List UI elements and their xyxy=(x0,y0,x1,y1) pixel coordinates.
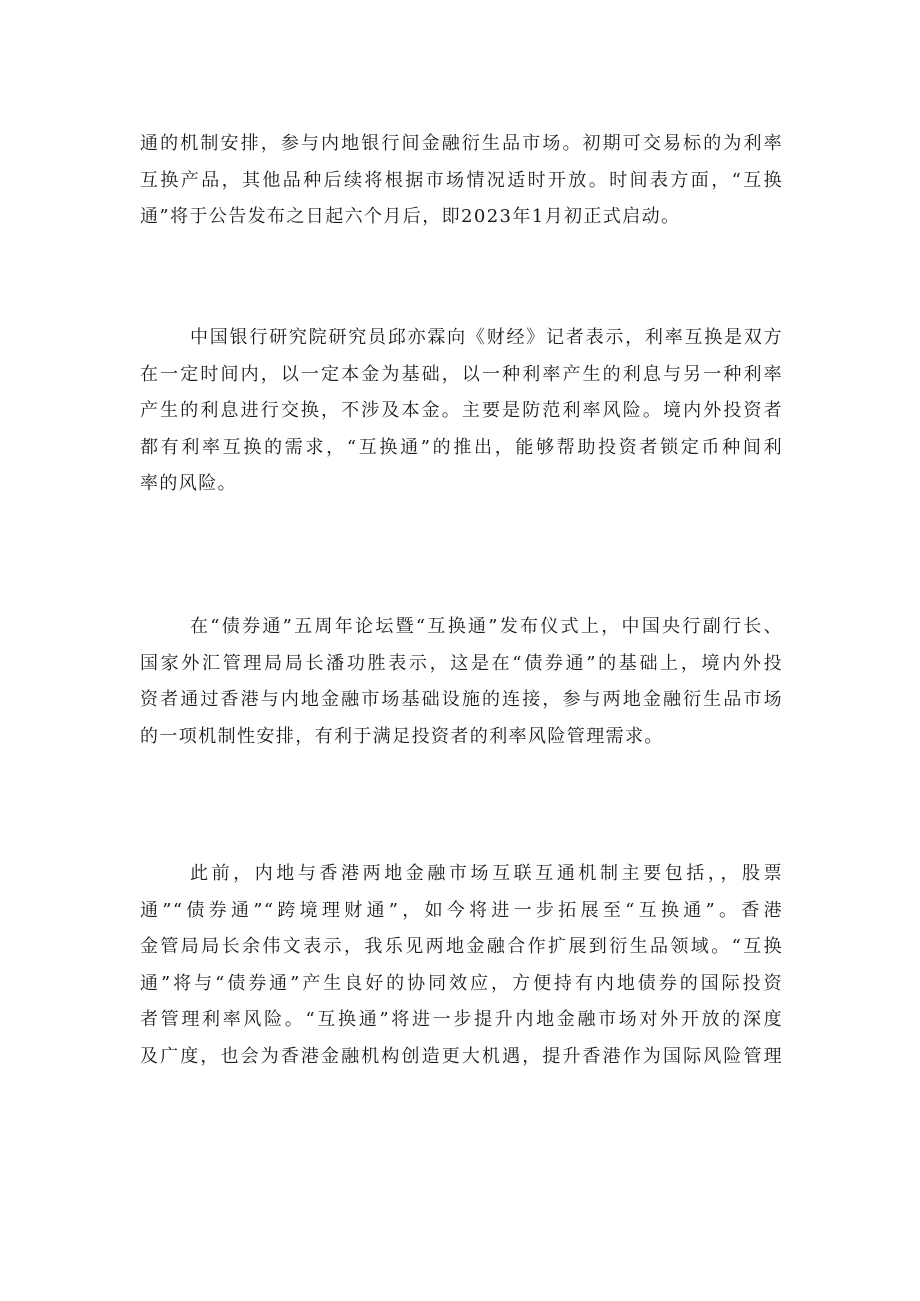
paragraph-1 xyxy=(140,126,783,236)
paragraph-line: 的一项机制性安排，有利于满足投资者的利率风险管理需求。 xyxy=(140,725,664,747)
paragraph-line: 互换产品，其他品种后续将根据市场情况适时开放。时间表方面，“互换 xyxy=(140,169,783,191)
paragraph-3 xyxy=(140,609,783,755)
paragraph-line: 在一定时间内，以一定本金为基础，以一种利率产生的利息与另一种利率 xyxy=(140,363,783,385)
paragraph-line: 及广度，也会为香港金融机构创造更大机遇，提升香港作为国际风险管理 xyxy=(140,1045,783,1067)
paragraph-line: 产生的利息进行交换，不涉及本金。主要是防范利率风险。境内外投资者 xyxy=(140,400,783,421)
paragraph-line: 国家外汇管理局局长潘功胜表示，这是在“债券通”的基础上，境内外投 xyxy=(140,652,783,674)
paragraph-line: 都有利率互换的需求，“互换通”的推出，能够帮助投资者锁定币种间利 xyxy=(140,436,783,458)
paragraph-line: 通”将于公告发布之日起六个月后，即2023年1月初正式启动。 xyxy=(140,206,681,227)
paragraph-line: 金管局局长余伟文表示，我乐见两地金融合作扩展到衍生品领域。“互换 xyxy=(140,936,783,957)
paragraph-line: 通”“债券通”“跨境理财通”，如今将进一步拓展至“互换通”。香港 xyxy=(140,899,783,921)
paragraph-line: 中国银行研究院研究员邱亦霖向《财经》记者表示，利率互换是双方 xyxy=(190,327,783,348)
paragraph-line: 率的风险。 xyxy=(140,473,237,494)
paragraph-line: 通的机制安排，参与内地银行间金融衍生品市场。初期可交易标的为利率 xyxy=(140,133,783,154)
paragraph-4 xyxy=(140,856,783,1075)
paragraph-line: 资者通过香港与内地金融市场基础设施的连接，参与两地金融衍生品市场 xyxy=(140,689,783,710)
paragraph-line: 此前，内地与香港两地金融市场互联互通机制主要包括，，股票 xyxy=(190,863,783,884)
paragraph-line: 者管理利率风险。“互换通”将进一步提升内地金融市场对外开放的深度 xyxy=(140,1009,783,1030)
paragraph-line: 在“债券通”五周年论坛暨“互换通”发布仪式上，中国央行副行长、 xyxy=(190,616,783,637)
paragraph-line: 通”将与“债券通”产生良好的协同效应，方便持有内地债券的国际投资 xyxy=(140,972,783,994)
paragraph-2 xyxy=(140,320,783,503)
